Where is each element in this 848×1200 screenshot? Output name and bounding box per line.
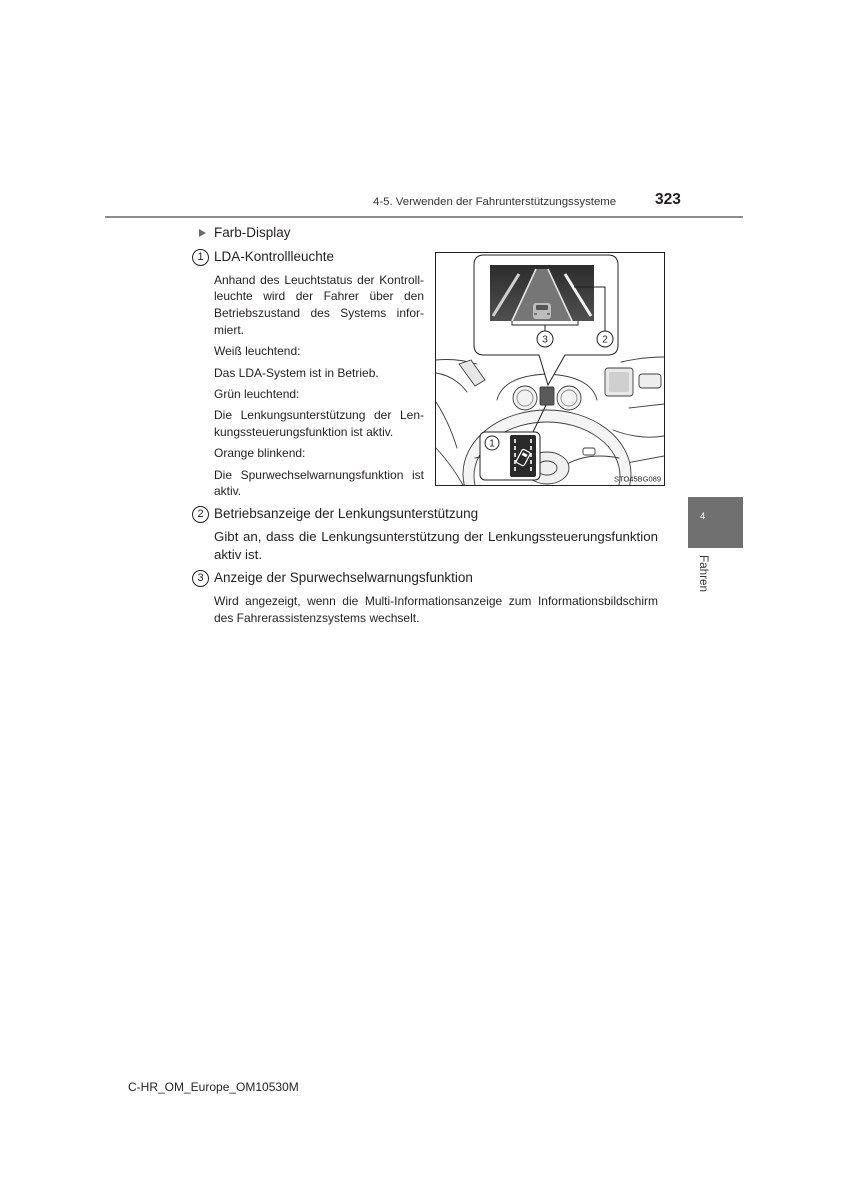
paragraph [214, 272, 424, 339]
paragraph [214, 407, 424, 441]
text-line: Orange blinkend: [214, 446, 306, 461]
page-number: 323 [655, 191, 681, 208]
text-line: kungssteuerungsfunktion ist aktiv. [214, 424, 394, 439]
callout-1-label: 1 [489, 438, 495, 450]
item-title-1: LDA-Kontrollleuchte [214, 249, 335, 264]
item-description-3 [214, 593, 658, 627]
item-number-badge-3: 3 [192, 570, 209, 587]
section-title: 4-5. Verwenden der Fahrunterstützungssysteme [373, 196, 617, 208]
text-line: aktiv. [214, 484, 242, 499]
text-line: Wird angezeigt, wenn die Multi-Informationsanzeige zum Informationsbildschirm [214, 593, 658, 608]
text-line: Weiß leuchtend: [214, 344, 301, 359]
header-divider [105, 216, 743, 219]
vehicle-symbol [533, 303, 551, 319]
callout-3-label: 3 [542, 334, 548, 346]
item-description-1 [214, 272, 424, 501]
triangle-bullet-icon [199, 229, 206, 237]
text-line: Die Lenkungsunterstützung der Len- [214, 408, 424, 423]
text-line: leuchte wird der Fahrer über den [214, 289, 424, 304]
item-title-3: Anzeige der Spurwechselwarnungsfunktion [214, 570, 473, 585]
right-air-vent [639, 374, 661, 388]
illustration-code: STO45BG089 [614, 474, 661, 484]
lda-display-illustration [435, 252, 665, 486]
text-line: Anhand des Leuchtstatus der Kontroll- [214, 272, 424, 287]
item-number-badge-2: 2 [192, 506, 209, 523]
text-line: Gibt an, dass die Lenkungsunterstützung der Lenkungssteuerungsfunktion [214, 529, 658, 544]
paragraph [214, 445, 424, 462]
multi-information-display [540, 387, 554, 405]
paragraph [214, 467, 424, 501]
chapter-title: Fahren [697, 555, 710, 593]
paragraph [214, 386, 424, 403]
callout-2-label: 2 [602, 334, 608, 346]
text-line: des Fahrerassistenzsystems wechselt. [214, 610, 420, 625]
paragraph [214, 365, 424, 382]
chapter-tab [688, 497, 743, 548]
subheading: Farb-Display [214, 225, 291, 240]
item-number-badge-1: 1 [192, 249, 209, 266]
document-id: C-HR_OM_Europe_OM10530M [128, 1080, 299, 1094]
chapter-number: 4 [700, 511, 706, 522]
text-line: Grün leuchtend: [214, 386, 300, 401]
text-line: Die Spurwechselwarnungsfunktion ist [214, 467, 424, 482]
text-line: aktiv ist. [214, 547, 263, 562]
paragraph [214, 343, 424, 360]
text-line: Betriebszustand des Systems infor- [214, 306, 424, 321]
item-description-2 [214, 528, 658, 564]
text-line: miert. [214, 322, 244, 337]
item-title-2: Betriebsanzeige der Lenkungsunterstützung [214, 506, 479, 521]
text-line: Das LDA-System ist in Betrieb. [214, 365, 379, 380]
